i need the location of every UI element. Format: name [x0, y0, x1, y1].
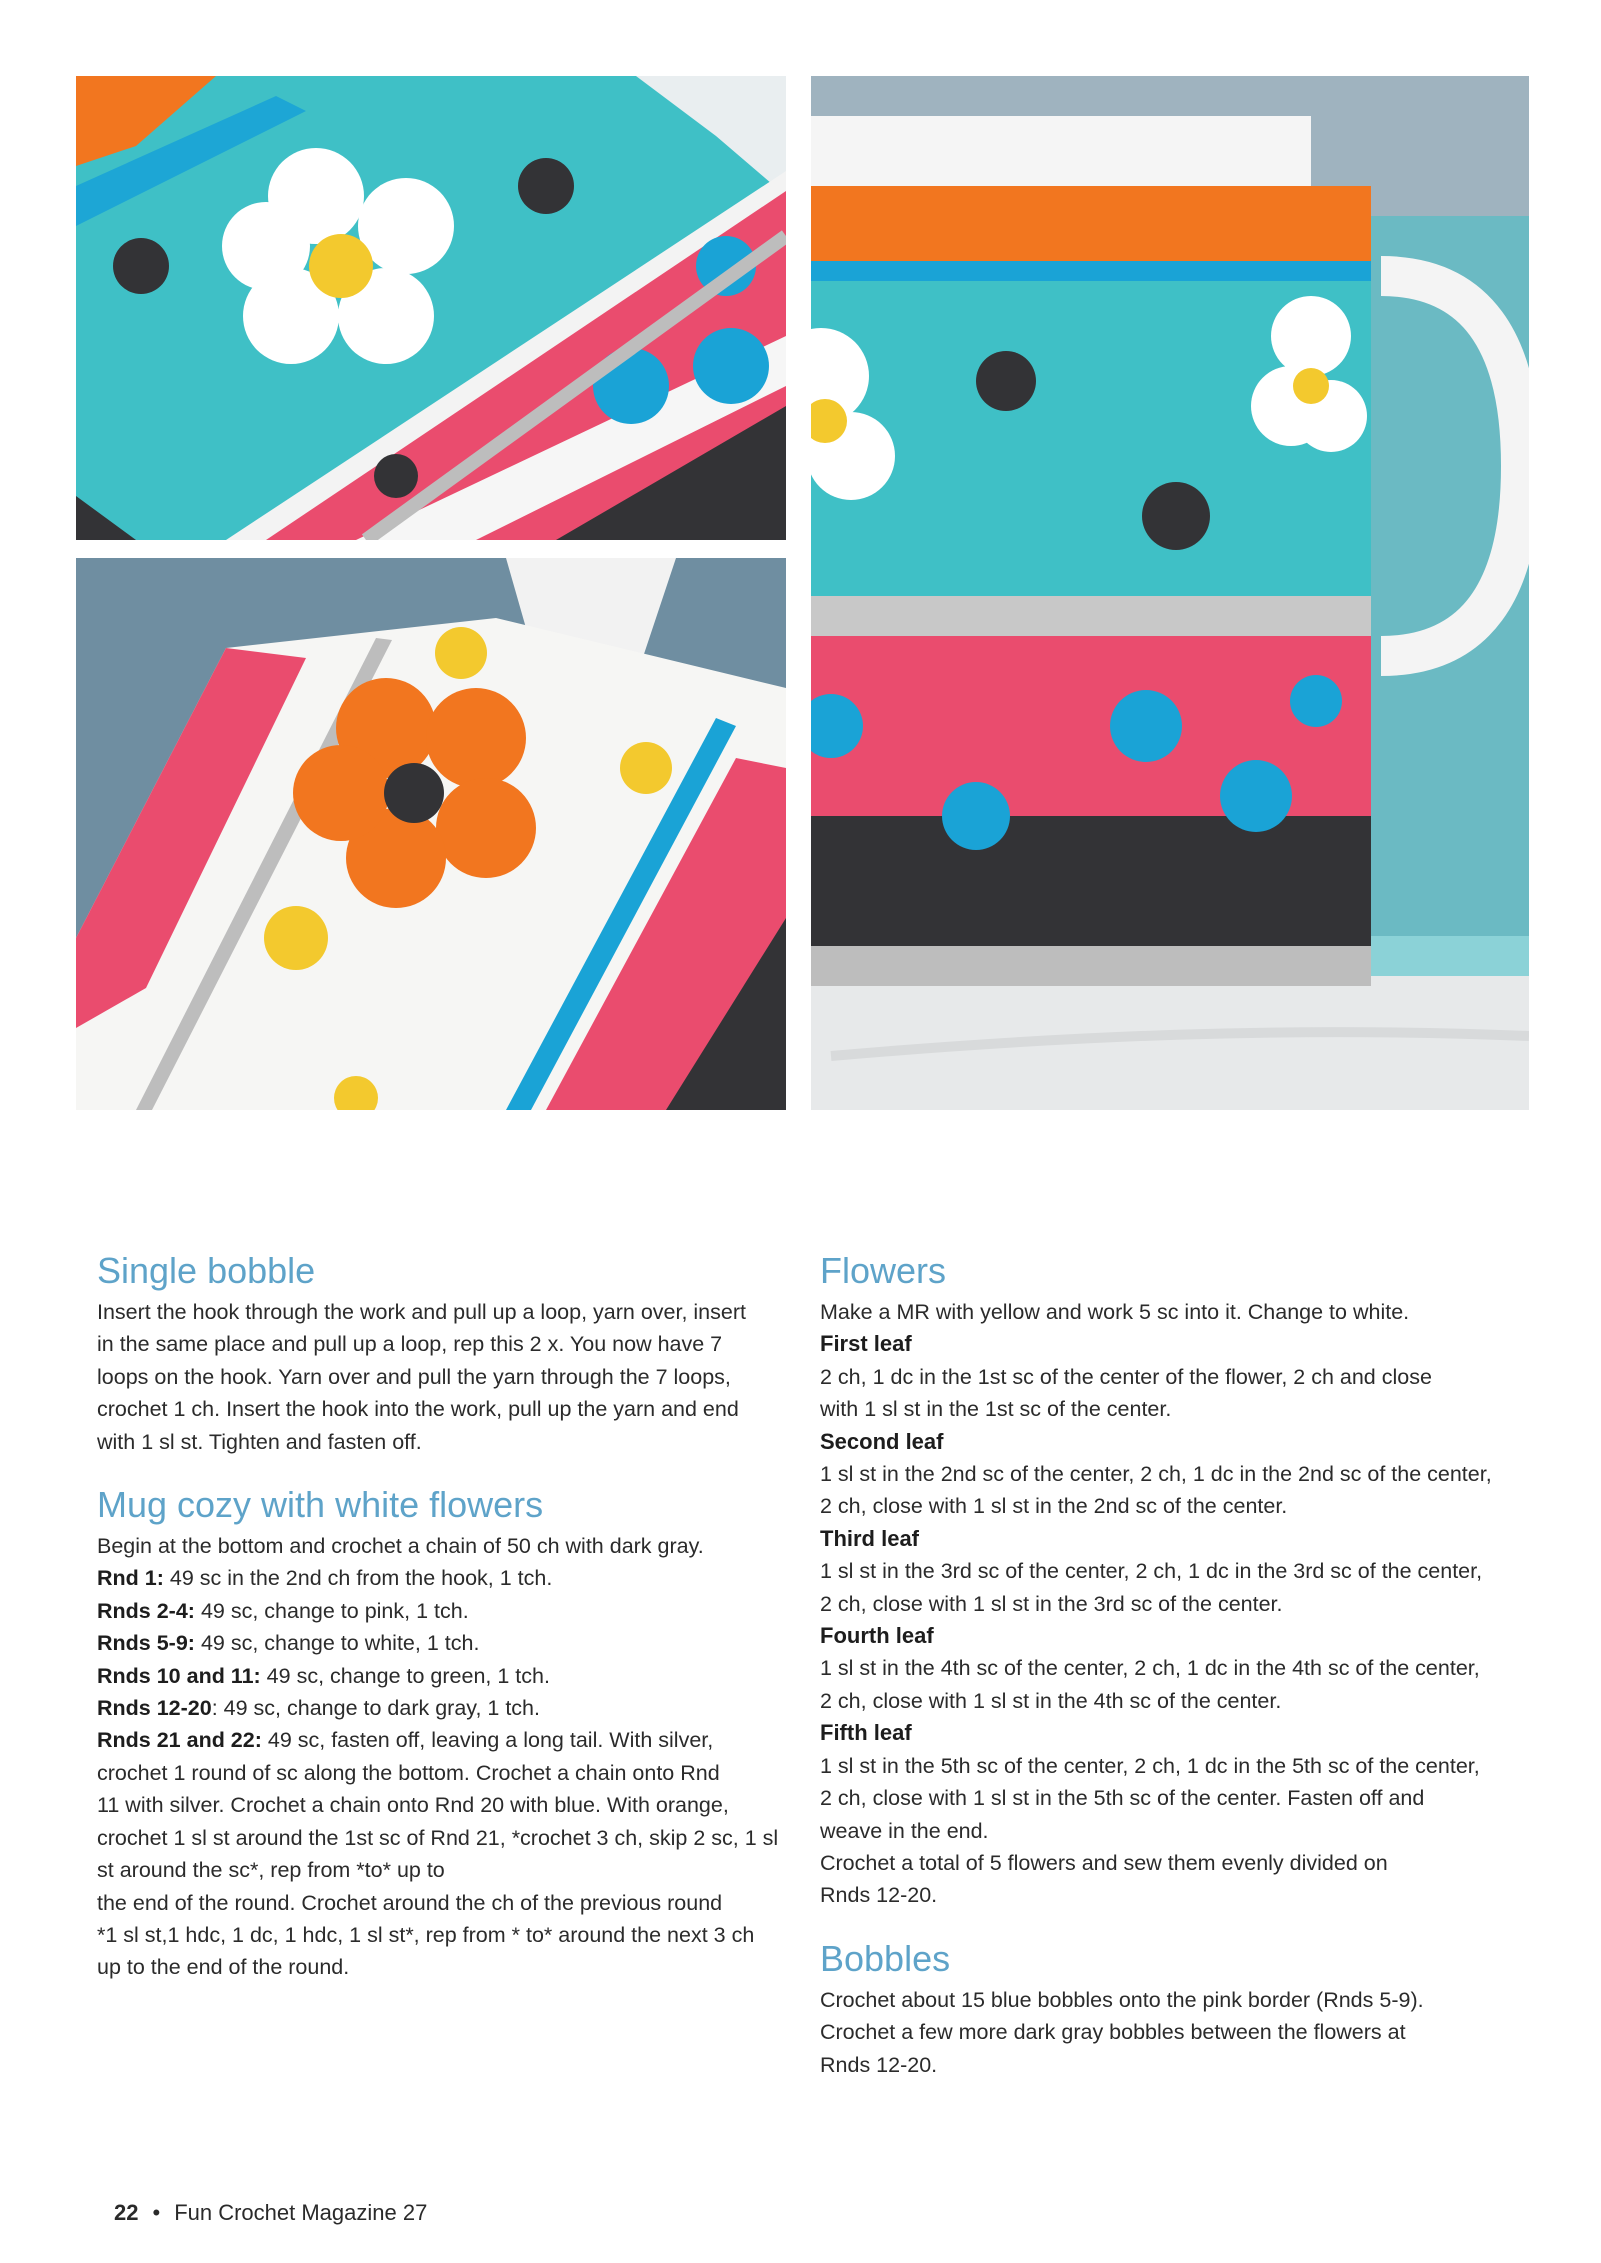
mug-cozy-section	[97, 1484, 797, 1984]
leaf-line: 1 sl st in the 3rd sc of the center, 2 ch, 1 dc in the 3rd sc of the center,	[820, 1559, 1483, 1584]
left-column	[97, 1250, 797, 2010]
photo-teapot-cozy-white-flower	[76, 76, 786, 540]
bobbles-line: Crochet a few more dark gray bobbles between the flowers at	[820, 2020, 1406, 2045]
single-bobble-section	[97, 1250, 797, 1458]
mug-cozy-line: crochet 1 sl st around the 1st sc of Rnd 21, *crochet 3 ch, skip 2 sc, 1 sl	[97, 1825, 779, 1850]
bobbles-line: Rnds 12-20.	[820, 2052, 938, 2077]
leaf-line: 2 ch, close with 1 sl st in the 2nd sc of the center.	[820, 1494, 1288, 1519]
mug-cozy-intro: Begin at the bottom and crochet a chain of 50 ch with dark gray.	[97, 1534, 704, 1559]
round-label: Rnds 5-9:	[97, 1631, 195, 1656]
flowers-outro: Rnds 12-20.	[820, 1883, 938, 1908]
round-instruction	[97, 1724, 797, 1756]
leaf-line: weave in the end.	[820, 1818, 989, 1843]
mug-cozy-line: *1 sl st,1 hdc, 1 dc, 1 hdc, 1 sl st*, rep from * to* around the next 3 ch	[97, 1922, 755, 1947]
photo-mug-cozy-with-white-flowers	[811, 76, 1529, 1110]
mug-cozy-line: 11 with silver. Crochet a chain onto Rnd 20 with blue. With orange,	[97, 1793, 729, 1818]
leaf-line: 2 ch, close with 1 sl st in the 4th sc of the center.	[820, 1688, 1282, 1713]
page-number: 22	[114, 2200, 139, 2225]
leaf-line: 1 sl st in the 5th sc of the center, 2 ch, 1 dc in the 5th sc of the center,	[820, 1753, 1480, 1778]
right-column	[820, 1250, 1520, 2107]
flowers-heading: Flowers	[820, 1250, 947, 1291]
round-label: Rnds 2-4:	[97, 1598, 195, 1623]
round-instruction	[97, 1692, 797, 1724]
mug-cozy-line: up to the end of the round.	[97, 1955, 350, 1980]
mug-cozy-line: crochet 1 round of sc along the bottom. Crochet a chain onto Rnd	[97, 1760, 720, 1785]
magazine-name: Fun Crochet Magazine 27	[174, 2200, 428, 2225]
flowers-section	[820, 1250, 1520, 1912]
single-bobble-line: loops on the hook. Yarn over and pull the yarn through the 7 loops,	[97, 1364, 731, 1389]
round-instruction	[97, 1660, 797, 1692]
bobbles-line: Crochet about 15 blue bobbles onto the pink border (Rnds 5-9).	[820, 1987, 1424, 2012]
mug-cozy-line: st around the sc*, rep from *to* up to	[97, 1858, 445, 1883]
single-bobble-line: crochet 1 ch. Insert the hook into the work, pull up the yarn and end	[97, 1397, 739, 1422]
round-label: Rnds 10 and 11:	[97, 1663, 261, 1688]
round-label: Rnd 1:	[97, 1566, 164, 1591]
mug-cozy-line: the end of the round. Crochet around the ch of the previous round	[97, 1890, 723, 1915]
mug-cozy-heading: Mug cozy with white flowers	[97, 1484, 544, 1526]
bobbles-heading: Bobbles	[820, 1937, 951, 1979]
round-text: : 49 sc, change to dark gray, 1 tch.	[211, 1696, 540, 1721]
bobbles-section	[820, 1938, 1520, 2081]
leaf-line: 1 sl st in the 4th sc of the center, 2 ch, 1 dc in the 4th sc of the center,	[820, 1656, 1480, 1681]
round-label: Rnds 12-20	[97, 1696, 212, 1721]
round-instruction	[97, 1562, 797, 1594]
leaf-line: 2 ch, 1 dc in the 1st sc of the center of the flower, 2 ch and close	[820, 1364, 1432, 1389]
single-bobble-line: with 1 sl st. Tighten and fasten off.	[97, 1429, 422, 1454]
leaf-line: with 1 sl st in the 1st sc of the center.	[820, 1397, 1172, 1422]
round-text: 49 sc, change to green, 1 tch.	[260, 1663, 550, 1688]
leaf-line: 1 sl st in the 2nd sc of the center, 2 ch, 1 dc in the 2nd sc of the center,	[820, 1462, 1492, 1487]
single-bobble-line: in the same place and pull up a loop, rep this 2 x. You now have 7	[97, 1332, 723, 1357]
round-text: 49 sc in the 2nd ch from the hook, 1 tch.	[163, 1566, 553, 1591]
footer-bullet: •	[152, 2200, 161, 2225]
single-bobble-heading: Single bobble	[97, 1250, 316, 1291]
leaf-heading: Fifth leaf	[820, 1720, 912, 1746]
leaf-line: 2 ch, close with 1 sl st in the 3rd sc of the center.	[820, 1591, 1283, 1616]
leaf-heading: Second leaf	[820, 1428, 944, 1454]
round-instruction	[97, 1595, 797, 1627]
photo-teapot-cozy-orange-flower	[76, 558, 786, 1110]
leaf-heading: First leaf	[820, 1331, 912, 1357]
flowers-outro: Crochet a total of 5 flowers and sew them evenly divided on	[820, 1850, 1388, 1875]
leaf-line: 2 ch, close with 1 sl st in the 5th sc of the center. Fasten off and	[820, 1786, 1425, 1811]
leaf-heading: Fourth leaf	[820, 1623, 934, 1649]
round-text: 49 sc, fasten off, leaving a long tail. With silver,	[261, 1728, 714, 1753]
round-text: 49 sc, change to white, 1 tch.	[194, 1631, 480, 1656]
page-footer	[114, 2200, 427, 2226]
leaf-heading: Third leaf	[820, 1525, 920, 1551]
single-bobble-line: Insert the hook through the work and pull up a loop, yarn over, insert	[97, 1300, 746, 1324]
round-label: Rnds 21 and 22:	[97, 1728, 262, 1753]
round-text: 49 sc, change to pink, 1 tch.	[194, 1598, 469, 1623]
round-instruction	[97, 1627, 797, 1659]
flowers-intro: Make a MR with yellow and work 5 sc into it. Change to white.	[820, 1300, 1410, 1324]
